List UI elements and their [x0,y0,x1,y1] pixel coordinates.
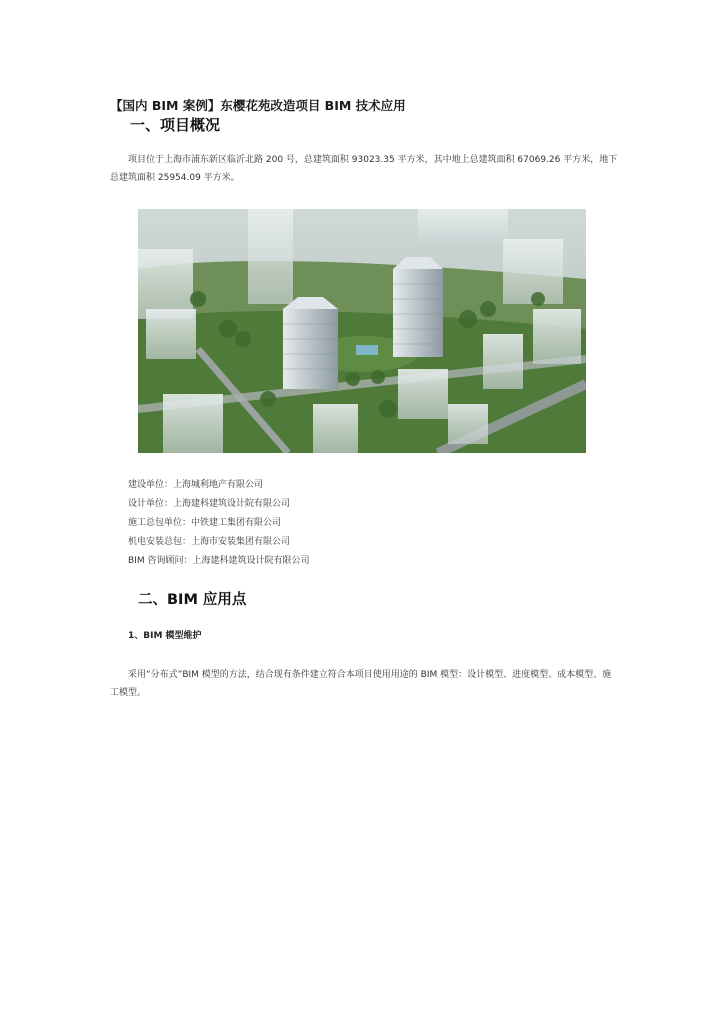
unit-line: 机电安装总包：上海市安装集团有限公司 [128,537,291,547]
subsection-heading-model-maintenance: 1、BIM 模型维护 [128,631,202,641]
project-rendering-image [138,209,586,453]
unit-line: 施工总包单位：中铁建工集团有限公司 [128,518,282,528]
participating-units-list [128,476,309,571]
model-text: 采用“分布式”BIM 模型的方法，结合现有条件建立符合本项目使用用途的 BIM 模型：设计模型、进度模型、成本模型、施工模型。 [110,670,612,698]
unit-line: 设计单位：上海建科建筑设计院有限公司 [128,499,291,509]
document-title: 【国内 BIM 案例】东樱花苑改造项目 BIM 技术应用 [110,98,406,113]
unit-line: 建设单位：上海城利地产有限公司 [128,480,264,490]
model-paragraph [110,666,620,702]
section-heading-overview: 一、项目概况 [130,116,221,134]
section-heading-bim-application: 二、BIM 应用点 [138,592,247,608]
overview-text: 项目位于上海市浦东新区临沂北路 200 号，总建筑面积 93023.35 平方米，其中地上总建筑面积 67069.26 平方米，地下总建筑面积 25954.09 平方米。 [110,155,618,183]
unit-line: BIM 咨询顾问：上海建科建筑设计院有限公司 [128,556,310,566]
overview-paragraph [110,151,620,187]
